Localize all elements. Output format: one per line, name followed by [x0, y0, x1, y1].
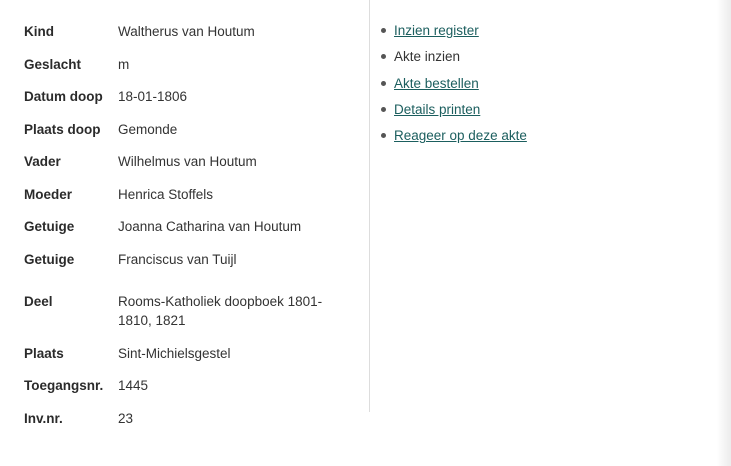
- action-link-details-printen[interactable]: Details printen: [394, 101, 481, 117]
- page-edge-shadow: [717, 0, 731, 466]
- row-value: Joanna Catharina van Houtum: [118, 219, 302, 235]
- table-row: [24, 87, 354, 120]
- row-label: Getuige: [24, 219, 75, 235]
- table-row: [24, 185, 354, 218]
- row-label: Inv.nr.: [24, 410, 63, 426]
- action-link-inzien-register[interactable]: Inzien register: [394, 23, 479, 38]
- actions-column: [370, 0, 717, 466]
- row-value: Wilhelmus van Houtum: [118, 154, 257, 170]
- table-row: [24, 344, 354, 377]
- row-value: Franciscus van Tuijl: [118, 251, 237, 267]
- table-row: [24, 292, 354, 344]
- list-item[interactable]: [394, 125, 717, 151]
- list-item[interactable]: [394, 99, 717, 125]
- row-label: Datum doop: [24, 89, 103, 105]
- row-label: Kind: [24, 24, 54, 39]
- row-label: Plaats: [24, 345, 64, 361]
- table-row: [24, 409, 354, 442]
- row-label: Geslacht: [24, 56, 82, 72]
- action-link-reageer-op-deze-akte[interactable]: Reageer op deze akte: [394, 128, 527, 144]
- row-value: Gemonde: [118, 121, 178, 137]
- record-details-table: [24, 22, 354, 441]
- list-item[interactable]: [394, 20, 717, 46]
- row-label: Plaats doop: [24, 121, 101, 137]
- row-label: Getuige: [24, 251, 75, 267]
- row-value: Sint-Michielsgestel: [118, 345, 231, 361]
- table-row: [24, 55, 354, 88]
- row-value: Henrica Stoffels: [118, 186, 214, 202]
- action-link-akte-bestellen[interactable]: Akte bestellen: [394, 75, 479, 91]
- table-row: [24, 152, 354, 185]
- list-item: [394, 46, 717, 72]
- table-row: [24, 120, 354, 153]
- row-value: 1445: [118, 378, 149, 394]
- table-row: [24, 250, 354, 292]
- row-value: m: [118, 56, 130, 72]
- list-item[interactable]: [394, 73, 717, 99]
- row-value: 18-01-1806: [118, 89, 188, 105]
- row-value: Waltherus van Houtum: [118, 24, 255, 39]
- row-label: Deel: [24, 293, 53, 309]
- action-label-akte-inzien: Akte inzien: [394, 49, 461, 65]
- table-row: [24, 376, 354, 409]
- row-label: Moeder: [24, 186, 73, 202]
- actions-list: [370, 20, 717, 152]
- table-row: [24, 217, 354, 250]
- table-row: [24, 22, 354, 55]
- row-label: Toegangsnr.: [24, 378, 104, 394]
- row-label: Vader: [24, 154, 61, 170]
- row-value: 23: [118, 410, 134, 426]
- record-details-column: [0, 0, 370, 426]
- row-value: Rooms-Katholiek doopboek 1801-1810, 1821: [118, 293, 323, 329]
